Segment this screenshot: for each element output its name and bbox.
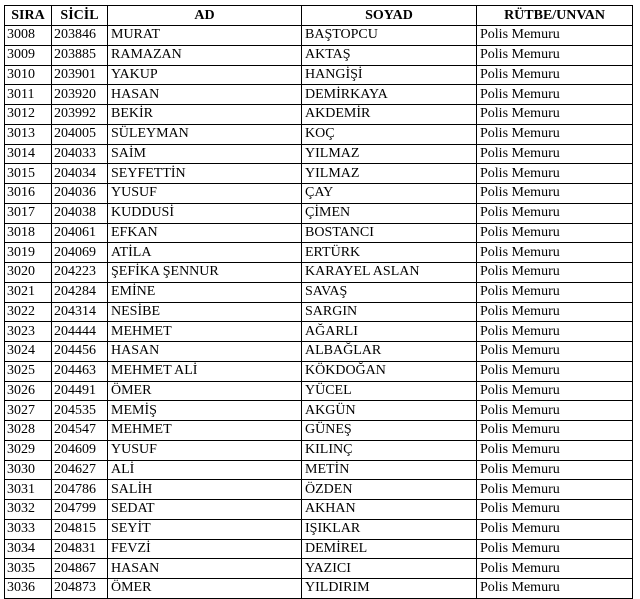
table-row — [5, 184, 633, 204]
table-row — [5, 361, 633, 381]
ad-cell: MEHMET — [108, 322, 302, 342]
sira-cell: 3029 — [5, 440, 52, 460]
sicil-cell: 204491 — [52, 381, 108, 401]
sicil-cell: 204831 — [52, 539, 108, 559]
sicil-cell: 204609 — [52, 440, 108, 460]
rutbe-cell: Polis Memuru — [477, 65, 633, 85]
soyad-cell: YILMAZ — [302, 144, 477, 164]
sicil-cell: 204815 — [52, 519, 108, 539]
table-row — [5, 500, 633, 520]
table-row — [5, 124, 633, 144]
rutbe-cell: Polis Memuru — [477, 480, 633, 500]
soyad-cell: BOSTANCI — [302, 223, 477, 243]
ad-cell: ÖMER — [108, 579, 302, 599]
rutbe-cell: Polis Memuru — [477, 26, 633, 46]
table-row — [5, 460, 633, 480]
sira-cell: 3011 — [5, 85, 52, 105]
ad-cell: ÖMER — [108, 381, 302, 401]
column-header-sira: SIRA — [5, 6, 52, 26]
rutbe-cell: Polis Memuru — [477, 559, 633, 579]
soyad-cell: AKGÜN — [302, 401, 477, 421]
sira-cell: 3036 — [5, 579, 52, 599]
sicil-cell: 204005 — [52, 124, 108, 144]
sira-cell: 3010 — [5, 65, 52, 85]
soyad-cell: ÇAY — [302, 184, 477, 204]
table-row — [5, 144, 633, 164]
sira-cell: 3031 — [5, 480, 52, 500]
table-row — [5, 381, 633, 401]
ad-cell: RAMAZAN — [108, 45, 302, 65]
soyad-cell: YAZICI — [302, 559, 477, 579]
sira-cell: 3016 — [5, 184, 52, 204]
soyad-cell: IŞIKLAR — [302, 519, 477, 539]
ad-cell: HASAN — [108, 342, 302, 362]
soyad-cell: ALBAĞLAR — [302, 342, 477, 362]
sira-cell: 3015 — [5, 164, 52, 184]
soyad-cell: YILMAZ — [302, 164, 477, 184]
column-header-ad: AD — [108, 6, 302, 26]
rutbe-cell: Polis Memuru — [477, 144, 633, 164]
soyad-cell: ÖZDEN — [302, 480, 477, 500]
sira-cell: 3025 — [5, 361, 52, 381]
rutbe-cell: Polis Memuru — [477, 519, 633, 539]
table-row — [5, 203, 633, 223]
ad-cell: KUDDUSİ — [108, 203, 302, 223]
ad-cell: ATİLA — [108, 243, 302, 263]
personnel-table — [4, 5, 633, 599]
rutbe-cell: Polis Memuru — [477, 342, 633, 362]
rutbe-cell: Polis Memuru — [477, 243, 633, 263]
sira-cell: 3033 — [5, 519, 52, 539]
ad-cell: ALİ — [108, 460, 302, 480]
sicil-cell: 204223 — [52, 263, 108, 283]
sira-cell: 3012 — [5, 105, 52, 125]
sicil-cell: 203920 — [52, 85, 108, 105]
column-header-sicil: SİCİL — [52, 6, 108, 26]
ad-cell: HASAN — [108, 85, 302, 105]
column-header-rutbe: RÜTBE/UNVAN — [477, 6, 633, 26]
rutbe-cell: Polis Memuru — [477, 361, 633, 381]
ad-cell: HASAN — [108, 559, 302, 579]
sicil-cell: 204786 — [52, 480, 108, 500]
rutbe-cell: Polis Memuru — [477, 164, 633, 184]
sira-cell: 3018 — [5, 223, 52, 243]
rutbe-cell: Polis Memuru — [477, 124, 633, 144]
sicil-cell: 203885 — [52, 45, 108, 65]
soyad-cell: KOÇ — [302, 124, 477, 144]
sira-cell: 3023 — [5, 322, 52, 342]
table-row — [5, 282, 633, 302]
rutbe-cell: Polis Memuru — [477, 381, 633, 401]
table-row — [5, 85, 633, 105]
sira-cell: 3030 — [5, 460, 52, 480]
soyad-cell: KARAYEL ASLAN — [302, 263, 477, 283]
sira-cell: 3034 — [5, 539, 52, 559]
sicil-cell: 204033 — [52, 144, 108, 164]
rutbe-cell: Polis Memuru — [477, 105, 633, 125]
sicil-cell: 204036 — [52, 184, 108, 204]
sicil-cell: 204284 — [52, 282, 108, 302]
sicil-cell: 204873 — [52, 579, 108, 599]
rutbe-cell: Polis Memuru — [477, 460, 633, 480]
sira-cell: 3014 — [5, 144, 52, 164]
rutbe-cell: Polis Memuru — [477, 401, 633, 421]
soyad-cell: ERTÜRK — [302, 243, 477, 263]
sira-cell: 3027 — [5, 401, 52, 421]
soyad-cell: AKDEMİR — [302, 105, 477, 125]
sicil-cell: 204314 — [52, 302, 108, 322]
ad-cell: BEKİR — [108, 105, 302, 125]
soyad-cell: SARGIN — [302, 302, 477, 322]
rutbe-cell: Polis Memuru — [477, 223, 633, 243]
sira-cell: 3019 — [5, 243, 52, 263]
sira-cell: 3026 — [5, 381, 52, 401]
table-row — [5, 223, 633, 243]
soyad-cell: AKTAŞ — [302, 45, 477, 65]
ad-cell: SÜLEYMAN — [108, 124, 302, 144]
ad-cell: MEHMET ALİ — [108, 361, 302, 381]
soyad-cell: METİN — [302, 460, 477, 480]
sicil-cell: 204547 — [52, 421, 108, 441]
rutbe-cell: Polis Memuru — [477, 263, 633, 283]
table-row — [5, 401, 633, 421]
sicil-cell: 204444 — [52, 322, 108, 342]
soyad-cell: ÇİMEN — [302, 203, 477, 223]
sira-cell: 3035 — [5, 559, 52, 579]
soyad-cell: YILDIRIM — [302, 579, 477, 599]
rutbe-cell: Polis Memuru — [477, 282, 633, 302]
ad-cell: EFKAN — [108, 223, 302, 243]
table-row — [5, 243, 633, 263]
sira-cell: 3013 — [5, 124, 52, 144]
table-row — [5, 302, 633, 322]
rutbe-cell: Polis Memuru — [477, 421, 633, 441]
ad-cell: EMİNE — [108, 282, 302, 302]
sicil-cell: 204535 — [52, 401, 108, 421]
table-row — [5, 263, 633, 283]
sira-cell: 3008 — [5, 26, 52, 46]
sicil-cell: 204069 — [52, 243, 108, 263]
table-row — [5, 105, 633, 125]
sira-cell: 3022 — [5, 302, 52, 322]
ad-cell: NESİBE — [108, 302, 302, 322]
table-row — [5, 539, 633, 559]
sicil-cell: 204034 — [52, 164, 108, 184]
ad-cell: SAİM — [108, 144, 302, 164]
table-row — [5, 322, 633, 342]
sira-cell: 3028 — [5, 421, 52, 441]
soyad-cell: DEMİRKAYA — [302, 85, 477, 105]
ad-cell: FEVZİ — [108, 539, 302, 559]
soyad-cell: KÖKDOĞAN — [302, 361, 477, 381]
soyad-cell: YÜCEL — [302, 381, 477, 401]
soyad-cell: BAŞTOPCU — [302, 26, 477, 46]
rutbe-cell: Polis Memuru — [477, 203, 633, 223]
ad-cell: SEYİT — [108, 519, 302, 539]
table-row — [5, 480, 633, 500]
table-row — [5, 440, 633, 460]
sicil-cell: 204867 — [52, 559, 108, 579]
rutbe-cell: Polis Memuru — [477, 579, 633, 599]
soyad-cell: AĞARLI — [302, 322, 477, 342]
sicil-cell: 203901 — [52, 65, 108, 85]
sira-cell: 3021 — [5, 282, 52, 302]
ad-cell: YAKUP — [108, 65, 302, 85]
ad-cell: YUSUF — [108, 440, 302, 460]
soyad-cell: GÜNEŞ — [302, 421, 477, 441]
sicil-cell: 204627 — [52, 460, 108, 480]
sicil-cell: 204463 — [52, 361, 108, 381]
ad-cell: SEYFETTİN — [108, 164, 302, 184]
table-row — [5, 421, 633, 441]
table-header — [5, 6, 633, 26]
table-row — [5, 164, 633, 184]
ad-cell: MEHMET — [108, 421, 302, 441]
sicil-cell: 204061 — [52, 223, 108, 243]
rutbe-cell: Polis Memuru — [477, 322, 633, 342]
sira-cell: 3032 — [5, 500, 52, 520]
sicil-cell: 204038 — [52, 203, 108, 223]
sicil-cell: 203992 — [52, 105, 108, 125]
soyad-cell: DEMİREL — [302, 539, 477, 559]
header-row — [5, 6, 633, 26]
table-row — [5, 26, 633, 46]
ad-cell: ŞEFİKA ŞENNUR — [108, 263, 302, 283]
sira-cell: 3020 — [5, 263, 52, 283]
rutbe-cell: Polis Memuru — [477, 85, 633, 105]
sicil-cell: 203846 — [52, 26, 108, 46]
soyad-cell: HANGİŞİ — [302, 65, 477, 85]
table-row — [5, 342, 633, 362]
ad-cell: SALİH — [108, 480, 302, 500]
rutbe-cell: Polis Memuru — [477, 500, 633, 520]
rutbe-cell: Polis Memuru — [477, 440, 633, 460]
soyad-cell: SAVAŞ — [302, 282, 477, 302]
rutbe-cell: Polis Memuru — [477, 184, 633, 204]
table-row — [5, 45, 633, 65]
rutbe-cell: Polis Memuru — [477, 45, 633, 65]
table-row — [5, 559, 633, 579]
ad-cell: MEMİŞ — [108, 401, 302, 421]
table-body — [5, 26, 633, 599]
rutbe-cell: Polis Memuru — [477, 302, 633, 322]
soyad-cell: KILINÇ — [302, 440, 477, 460]
sicil-cell: 204799 — [52, 500, 108, 520]
table-row — [5, 65, 633, 85]
ad-cell: MURAT — [108, 26, 302, 46]
sira-cell: 3024 — [5, 342, 52, 362]
soyad-cell: AKHAN — [302, 500, 477, 520]
column-header-soyad: SOYAD — [302, 6, 477, 26]
rutbe-cell: Polis Memuru — [477, 539, 633, 559]
table-row — [5, 519, 633, 539]
table-row — [5, 579, 633, 599]
ad-cell: YUSUF — [108, 184, 302, 204]
ad-cell: SEDAT — [108, 500, 302, 520]
sira-cell: 3017 — [5, 203, 52, 223]
sira-cell: 3009 — [5, 45, 52, 65]
sicil-cell: 204456 — [52, 342, 108, 362]
